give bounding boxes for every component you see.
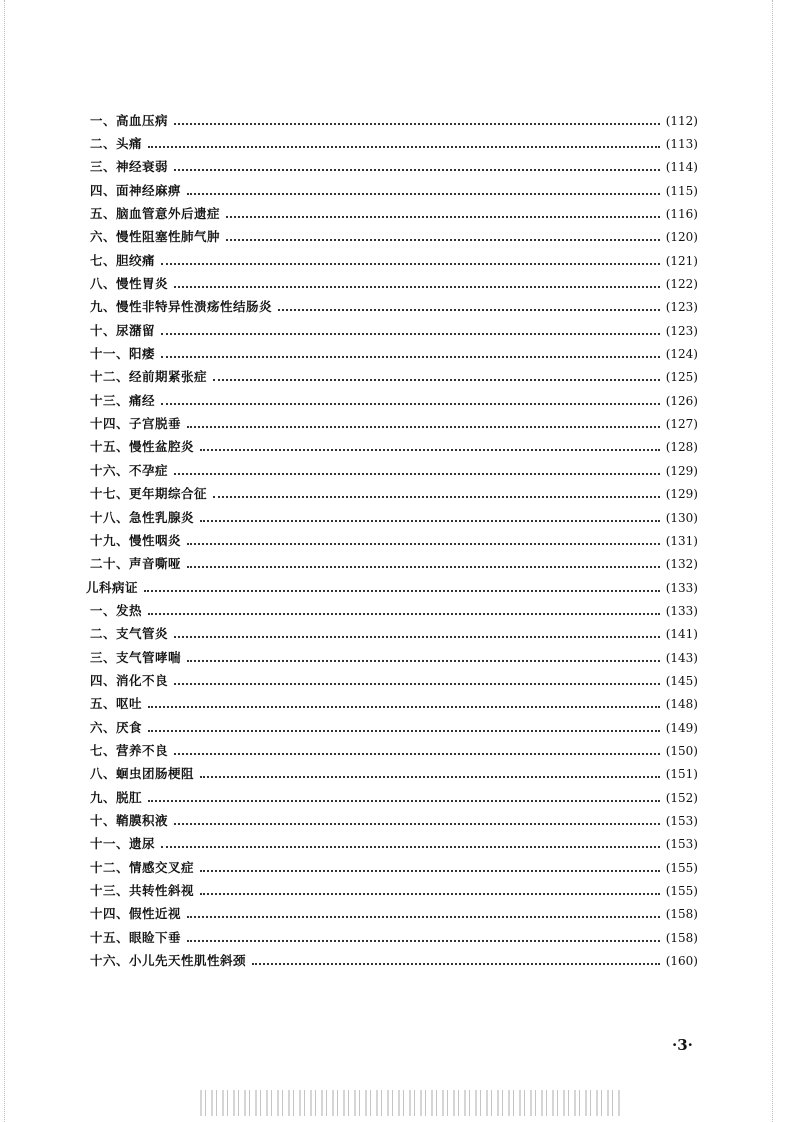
scan-artifact (200, 1090, 620, 1116)
toc-entry[interactable] (86, 809, 698, 832)
toc-entry[interactable] (86, 786, 698, 809)
toc-entry-page: (153) (665, 837, 698, 852)
dot-leader (213, 496, 660, 498)
dot-leader (252, 963, 660, 965)
toc-entry-title: 十八、急性乳腺炎 (90, 509, 195, 525)
dot-leader (200, 776, 660, 778)
toc-entry[interactable] (86, 693, 698, 716)
dot-leader (187, 543, 660, 545)
toc-entry-page: (129) (665, 463, 698, 478)
toc-entry-title: 五、脑血管意外后遗症 (90, 206, 221, 222)
toc-entry-page: (132) (665, 557, 698, 572)
toc-entry-title: 十二、情感交叉症 (90, 859, 195, 875)
dot-leader (148, 613, 660, 615)
toc-entry-title: 十六、小儿先天性肌性斜颈 (90, 953, 247, 969)
toc-entry-title: 十一、遗尿 (90, 836, 156, 852)
toc-entry-page: (151) (665, 767, 698, 782)
toc-entry[interactable] (86, 226, 698, 249)
toc-entry[interactable] (86, 342, 698, 365)
dot-leader (148, 706, 660, 708)
toc-entry[interactable] (86, 926, 698, 949)
scan-edge-right (772, 0, 774, 1122)
toc-entry-page: (158) (665, 907, 698, 922)
dot-leader (187, 566, 660, 568)
dot-leader (200, 449, 660, 451)
toc-entry-title: 三、支气管哮喘 (90, 649, 182, 665)
dot-leader (187, 660, 660, 662)
toc-entry-title: 十四、假性近视 (90, 906, 182, 922)
toc-entry-page: (155) (665, 860, 698, 875)
toc-entry-title: 二、头痛 (90, 136, 143, 152)
toc-entry-title: 十五、慢性盆腔炎 (90, 439, 195, 455)
toc-entry-page: (122) (665, 277, 698, 292)
toc-entry[interactable] (86, 436, 698, 459)
toc-entry-title: 十、尿潴留 (90, 322, 156, 338)
toc-entry[interactable] (86, 553, 698, 576)
toc-entry[interactable] (86, 366, 698, 389)
toc-entry[interactable] (86, 599, 698, 622)
toc-entry-title: 七、胆绞痛 (90, 252, 156, 268)
toc-entry-title: 二、支气管炎 (90, 626, 169, 642)
toc-entry-title: 七、营养不良 (90, 742, 169, 758)
toc-entry-page: (121) (665, 253, 698, 268)
dot-leader (174, 753, 660, 755)
toc-entry[interactable] (86, 646, 698, 669)
table-of-contents (86, 109, 698, 973)
toc-entry-title: 八、蛔虫团肠梗阻 (90, 766, 195, 782)
toc-entry-title: 四、面神经麻痹 (90, 182, 182, 198)
toc-entry-page: (123) (665, 300, 698, 315)
toc-entry-title: 五、呕吐 (90, 696, 143, 712)
toc-entry-page: (150) (665, 743, 698, 758)
toc-entry[interactable] (86, 856, 698, 879)
toc-entry-title: 儿科病证 (86, 579, 139, 595)
toc-entry-page: (131) (665, 533, 698, 548)
toc-entry[interactable] (86, 739, 698, 762)
toc-entry-page: (115) (665, 183, 698, 198)
toc-entry-title: 九、慢性非特异性溃疡性结肠炎 (90, 299, 273, 315)
toc-entry[interactable] (86, 296, 698, 319)
toc-entry[interactable] (86, 412, 698, 435)
toc-entry-page: (141) (665, 627, 698, 642)
toc-entry[interactable] (86, 319, 698, 342)
toc-entry-title: 六、慢性阻塞性肺气肿 (90, 229, 221, 245)
toc-entry-page: (114) (665, 160, 698, 175)
dot-leader (174, 473, 660, 475)
dot-leader (174, 169, 660, 171)
dot-leader (161, 846, 660, 848)
dot-leader (174, 683, 660, 685)
toc-entry[interactable] (86, 669, 698, 692)
toc-entry-title: 二十、声音嘶哑 (90, 556, 182, 572)
dot-leader (148, 146, 660, 148)
dot-leader (161, 403, 660, 405)
toc-entry-title: 一、高血压病 (90, 112, 169, 128)
dot-leader (174, 286, 660, 288)
toc-entry[interactable] (86, 272, 698, 295)
toc-entry-page: (153) (665, 813, 698, 828)
toc-entry-page: (113) (665, 137, 698, 152)
toc-entry-title: 六、厌食 (90, 719, 143, 735)
dot-leader (161, 356, 660, 358)
toc-entry-title: 十四、子宫脱垂 (90, 416, 182, 432)
dot-leader (200, 893, 660, 895)
dot-leader (148, 730, 660, 732)
toc-entry-title: 十、鞘膜积液 (90, 812, 169, 828)
toc-entry-title: 十三、痛经 (90, 392, 156, 408)
page-number: ·3· (672, 1036, 693, 1054)
toc-entry-page: (123) (665, 323, 698, 338)
dot-leader (174, 823, 660, 825)
dot-leader (226, 216, 660, 218)
toc-entry-page: (155) (665, 884, 698, 899)
toc-entry-page: (130) (665, 510, 698, 525)
toc-entry-page: (112) (665, 113, 698, 128)
toc-entry-page: (133) (665, 603, 698, 618)
toc-entry-page: (116) (665, 207, 698, 222)
toc-entry[interactable] (86, 529, 698, 552)
toc-entry-page: (133) (665, 580, 698, 595)
toc-entry[interactable] (86, 716, 698, 739)
toc-entry-page: (158) (665, 930, 698, 945)
toc-entry-page: (145) (665, 673, 698, 688)
toc-entry-title: 四、消化不良 (90, 672, 169, 688)
toc-entry-title: 十二、经前期紧张症 (90, 369, 208, 385)
toc-entry[interactable] (86, 179, 698, 202)
dot-leader (278, 309, 660, 311)
toc-entry[interactable] (86, 483, 698, 506)
toc-entry-title: 十七、更年期综合征 (90, 486, 208, 502)
dot-leader (200, 870, 660, 872)
toc-entry[interactable] (86, 109, 698, 132)
toc-entry-title: 一、发热 (90, 602, 143, 618)
toc-entry[interactable] (86, 132, 698, 155)
toc-entry-page: (124) (665, 347, 698, 362)
toc-entry-title: 十三、共转性斜视 (90, 883, 195, 899)
toc-entry-page: (149) (665, 720, 698, 735)
scan-edge-left (4, 0, 6, 1122)
toc-entry-page: (120) (665, 230, 698, 245)
dot-leader (161, 263, 660, 265)
toc-entry-title: 十九、慢性咽炎 (90, 532, 182, 548)
toc-entry-title: 八、慢性胃炎 (90, 276, 169, 292)
toc-entry[interactable] (86, 459, 698, 482)
toc-entry-title: 九、脱肛 (90, 789, 143, 805)
dot-leader (187, 940, 660, 942)
dot-leader (213, 379, 660, 381)
dot-leader (148, 800, 660, 802)
dot-leader (187, 193, 660, 195)
toc-entry[interactable] (86, 879, 698, 902)
toc-entry-page: (160) (665, 954, 698, 969)
dot-leader (161, 333, 660, 335)
toc-entry[interactable] (86, 249, 698, 272)
toc-entry-title: 十六、不孕症 (90, 462, 169, 478)
toc-entry[interactable] (86, 903, 698, 926)
toc-entry[interactable] (86, 506, 698, 529)
toc-entry-page: (143) (665, 650, 698, 665)
dot-leader (144, 590, 660, 592)
toc-entry[interactable] (86, 389, 698, 412)
dot-leader (187, 426, 660, 428)
toc-entry-page: (129) (665, 487, 698, 502)
toc-entry-page: (152) (665, 790, 698, 805)
toc-entry[interactable] (86, 156, 698, 179)
toc-section-heading[interactable] (86, 576, 698, 599)
dot-leader (187, 916, 660, 918)
toc-entry-page: (128) (665, 440, 698, 455)
toc-entry[interactable] (86, 763, 698, 786)
toc-entry-page: (127) (665, 417, 698, 432)
toc-entry-title: 十一、阳痿 (90, 346, 156, 362)
toc-entry-page: (126) (665, 393, 698, 408)
dot-leader (174, 636, 660, 638)
dot-leader (226, 239, 660, 241)
toc-entry-title: 三、神经衰弱 (90, 159, 169, 175)
toc-entry[interactable] (86, 202, 698, 225)
toc-entry-page: (125) (665, 370, 698, 385)
dot-leader (200, 520, 660, 522)
toc-entry[interactable] (86, 949, 698, 972)
dot-leader (174, 123, 660, 125)
toc-entry[interactable] (86, 623, 698, 646)
toc-entry-title: 十五、眼睑下垂 (90, 929, 182, 945)
toc-entry[interactable] (86, 833, 698, 856)
toc-entry-page: (148) (665, 697, 698, 712)
